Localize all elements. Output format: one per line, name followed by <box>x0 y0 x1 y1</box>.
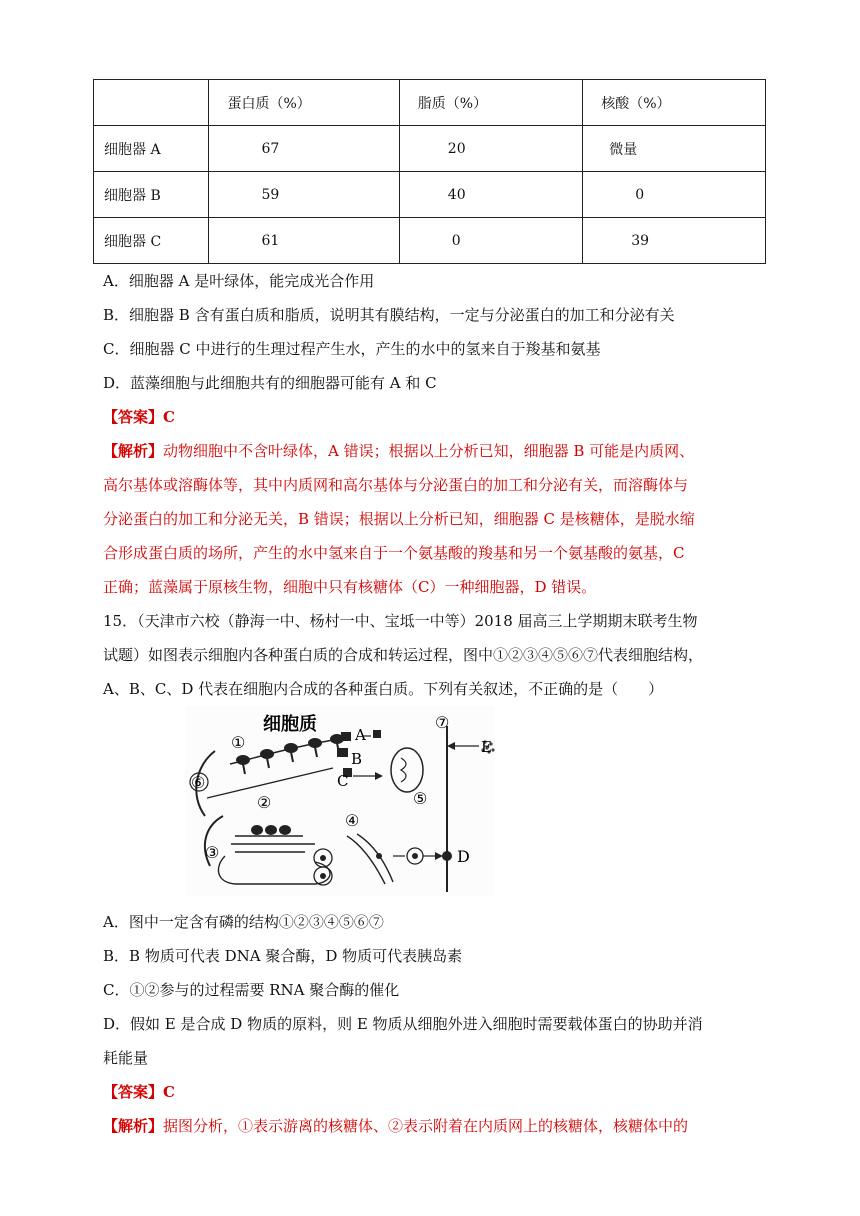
table-cell: 细胞器 A <box>94 126 209 172</box>
protein-synthesis-diagram <box>185 706 495 896</box>
figure-title: 细胞质 <box>263 714 317 735</box>
q14-option-a: A．细胞器 A 是叶绿体，能完成光合作用 <box>103 272 375 290</box>
label-1: ① <box>231 733 246 752</box>
label-4: ④ <box>345 811 360 830</box>
q15-stem-line: 15．（天津市六校（静海一中、杨村一中、宝坻一中等）2018 届高三上学期期末联考生物 <box>103 612 698 630</box>
q15-answer <box>103 1081 175 1102</box>
table-cell: 细胞器 B <box>94 172 209 218</box>
table-cell: 0 <box>399 218 582 264</box>
q14-analysis-line: 正确；蓝藻属于原核生物，细胞中只有核糖体（C）一种细胞器，D 错误。 <box>103 578 597 596</box>
label-2: ② <box>257 793 272 812</box>
table-header-cell: 核酸（%） <box>583 80 766 126</box>
q14-analysis-line <box>103 440 694 461</box>
table-row <box>94 126 766 172</box>
label-e: E <box>481 738 492 756</box>
q15-option-d-continued: 耗能量 <box>103 1049 149 1067</box>
q14-analysis-line: 合形成蛋白质的场所，产生的水中氢来自于一个氨基酸的羧基和另一个氨基酸的氨基，C <box>103 544 685 562</box>
answer-label: 【答案】 <box>103 408 164 426</box>
label-a: A <box>355 726 366 744</box>
label-c: C <box>337 772 349 790</box>
label-d: D <box>457 847 470 866</box>
table-header-cell: 脂质（%） <box>399 80 582 126</box>
analysis-text: 据图分析，①表示游离的核糖体、②表示附着在内质网上的核糖体，核糖体中的 <box>163 1117 689 1135</box>
table-cell: 61 <box>209 218 399 264</box>
table-header-cell <box>94 80 209 126</box>
label-b: B <box>351 750 363 768</box>
table-header-row <box>94 80 766 126</box>
q14-option-c: C．细胞器 C 中进行的生理过程产生水，产生的水中的氢来自于羧基和氨基 <box>103 340 601 358</box>
answer-value: C <box>163 408 175 426</box>
label-5: ⑤ <box>413 789 428 808</box>
q15-analysis-line <box>103 1115 688 1136</box>
answer-value: C <box>163 1083 175 1101</box>
table-row <box>94 218 766 264</box>
analysis-label: 【解析】 <box>103 442 164 460</box>
table-cell: 20 <box>399 126 582 172</box>
table-cell: 细胞器 C <box>94 218 209 264</box>
bound-ribosomes <box>251 825 291 835</box>
q14-analysis-line: 高尔基体或溶酶体等，其中内质网和高尔基体与分泌蛋白的加工和分泌有关，而溶酶体与 <box>103 476 689 494</box>
table-cell: 40 <box>399 172 582 218</box>
q14-answer <box>103 406 175 427</box>
analysis-text: 动物细胞中不含叶绿体，A 错误；根据以上分析已知，细胞器 B 可能是内质网、 <box>163 442 695 460</box>
label-6: ⑥ <box>191 773 206 792</box>
q15-stem-line: 试题）如图表示细胞内各种蛋白质的合成和转运过程，图中①②③④⑤⑥⑦代表细胞结构， <box>103 646 704 664</box>
table-cell: 微量 <box>583 126 766 172</box>
q15-option-c: C．①②参与的过程需要 RNA 聚合酶的催化 <box>103 981 400 999</box>
analysis-label: 【解析】 <box>103 1117 164 1135</box>
table-cell: 67 <box>209 126 399 172</box>
table-cell: 59 <box>209 172 399 218</box>
q15-stem-line: A、B、C、D 代表在细胞内合成的各种蛋白质。下列有关叙述，不正确的是（ ） <box>103 680 664 698</box>
answer-label: 【答案】 <box>103 1083 164 1101</box>
table-cell: 0 <box>583 172 766 218</box>
q14-option-d: D．蓝藻细胞与此细胞共有的细胞器可能有 A 和 C <box>103 374 437 392</box>
q15-option-a: A．图中一定含有磷的结构①②③④⑤⑥⑦ <box>103 913 384 931</box>
q15-option-b: B．B 物质可代表 DNA 聚合酶，D 物质可代表胰岛素 <box>103 947 463 965</box>
table-row <box>94 172 766 218</box>
label-7: ⑦ <box>435 713 450 732</box>
table-cell: 39 <box>583 218 766 264</box>
q15-option-d: D．假如 E 是合成 D 物质的原料，则 E 物质从细胞外进入细胞时需要载体蛋白的协助并消 <box>103 1015 703 1033</box>
q14-option-b: B．细胞器 B 含有蛋白质和脂质，说明其有膜结构，一定与分泌蛋白的加工和分泌有关 <box>103 306 675 324</box>
label-3: ③ <box>205 843 220 862</box>
table-header-cell: 蛋白质（%） <box>209 80 399 126</box>
organelle-composition-table <box>93 79 766 264</box>
q14-analysis-line: 分泌蛋白的加工和分泌无关，B 错误；根据以上分析已知，细胞器 C 是核糖体，是脱水缩 <box>103 510 695 528</box>
